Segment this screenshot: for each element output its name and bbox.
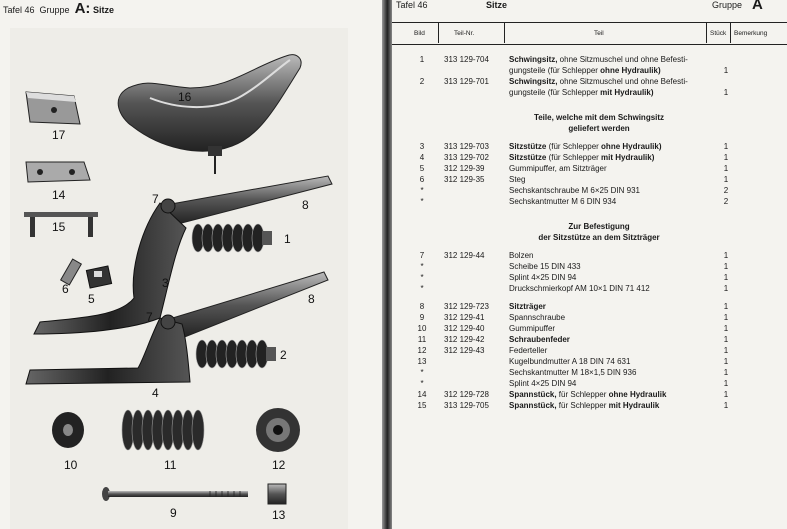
cell-bild: 11 bbox=[417, 335, 427, 344]
cell-teil-nr: 313 129-705 bbox=[444, 401, 489, 410]
cell-teil-bold: Schraubenfeder bbox=[509, 335, 570, 344]
cell-stueck: 1 bbox=[723, 66, 729, 75]
cell-teil bbox=[509, 389, 666, 400]
col-bild: Bild bbox=[414, 30, 425, 37]
cell-stueck: 1 bbox=[723, 346, 729, 355]
cell-stueck: 1 bbox=[723, 324, 729, 333]
cell-teil bbox=[509, 272, 576, 283]
figure-number: 6 bbox=[62, 282, 69, 296]
figure-number: 9 bbox=[170, 506, 177, 520]
table-row bbox=[392, 65, 787, 76]
cell-bild: * bbox=[420, 379, 424, 388]
plate-part-17 bbox=[26, 92, 80, 124]
table-row bbox=[392, 312, 787, 323]
cell-bild: 7 bbox=[419, 251, 425, 260]
cell-teil-text: Spannschraube bbox=[509, 313, 566, 322]
figure-number: 3 bbox=[162, 276, 169, 290]
figure-number: 4 bbox=[152, 386, 159, 400]
col-teil-nr: Teil-Nr. bbox=[454, 30, 475, 37]
section-heading bbox=[392, 232, 787, 243]
table-row bbox=[392, 152, 787, 163]
book-gutter bbox=[382, 0, 392, 529]
cell-teil bbox=[509, 345, 547, 356]
upper-assembly bbox=[34, 176, 332, 334]
cell-teil-text: gungsteile (für Schlepper bbox=[509, 66, 601, 75]
cell-teil bbox=[509, 261, 581, 272]
cell-teil-text: Steg bbox=[509, 175, 526, 184]
cell-teil-text: ohne Sitzmuschel und ohne Befesti- bbox=[557, 77, 688, 86]
table-row bbox=[392, 76, 787, 87]
cell-teil bbox=[509, 378, 576, 389]
cell-teil-nr: 312 129-40 bbox=[444, 324, 485, 333]
cell-bild: 6 bbox=[419, 175, 425, 184]
figure-number: 11 bbox=[164, 458, 177, 472]
cell-teil bbox=[509, 400, 659, 411]
cell-teil bbox=[509, 185, 640, 196]
cell-bild: 4 bbox=[419, 153, 425, 162]
figure-number: 1 bbox=[284, 232, 291, 246]
table-row bbox=[392, 261, 787, 272]
table-row bbox=[392, 272, 787, 283]
cell-stueck: 2 bbox=[723, 186, 729, 195]
cell-teil-text: Sechskantmutter M 18×1,5 DIN 936 bbox=[509, 368, 637, 377]
section-heading-text: Teile, welche mit dem Schwingsitz bbox=[533, 113, 665, 122]
table-row bbox=[392, 250, 787, 261]
cell-teil-nr: 313 129-703 bbox=[444, 142, 489, 151]
cell-teil-text: ohne Sitzmuschel und ohne Befesti- bbox=[557, 55, 688, 64]
cell-teil bbox=[509, 87, 654, 98]
table-row bbox=[392, 334, 787, 345]
figure-number: 5 bbox=[88, 292, 95, 306]
cell-teil bbox=[509, 323, 555, 334]
cell-teil-nr: 312 129-723 bbox=[444, 302, 489, 311]
figure-number: 8 bbox=[308, 292, 315, 306]
cell-teil bbox=[509, 334, 570, 345]
cell-teil bbox=[509, 250, 533, 261]
left-page bbox=[0, 0, 382, 529]
cell-teil-text: Gummipuffer bbox=[509, 324, 556, 333]
figure-number: 16 bbox=[178, 90, 192, 104]
cell-teil-text: Sechskantschraube M 6×25 DIN 931 bbox=[509, 186, 640, 195]
collar-nut-part bbox=[268, 484, 286, 504]
cell-stueck: 1 bbox=[723, 284, 729, 293]
tafel-label: Tafel 46 bbox=[396, 0, 428, 10]
cell-bild: * bbox=[420, 273, 424, 282]
gruppe-label: Gruppe bbox=[39, 5, 70, 15]
table-row bbox=[392, 389, 787, 400]
section-heading bbox=[392, 221, 787, 232]
table-row bbox=[392, 378, 787, 389]
cell-bild: * bbox=[420, 284, 424, 293]
left-page-header bbox=[3, 0, 114, 17]
cell-teil bbox=[509, 141, 662, 152]
figure-number: 7 bbox=[146, 310, 153, 324]
cell-teil-bold: Schwingsitz, bbox=[509, 77, 558, 86]
cell-teil bbox=[509, 356, 630, 367]
cell-bild: 12 bbox=[417, 346, 427, 355]
cell-teil-nr: 312 129-42 bbox=[444, 335, 485, 344]
figure-number: 2 bbox=[280, 348, 287, 362]
rubber-buffer-part bbox=[52, 412, 84, 448]
table-row bbox=[392, 356, 787, 367]
cell-teil-text: Splint 4×25 DIN 94 bbox=[509, 273, 577, 282]
cell-teil bbox=[509, 65, 661, 76]
table-row bbox=[392, 185, 787, 196]
cell-stueck: 1 bbox=[723, 88, 729, 97]
cell-teil-bold: Spannstück, bbox=[509, 390, 557, 399]
cell-teil-nr: 312 129-39 bbox=[444, 164, 485, 173]
table-row bbox=[392, 283, 787, 294]
cell-bild: * bbox=[420, 368, 424, 377]
left-page-title: Sitze bbox=[92, 5, 114, 15]
coil-spring-part bbox=[122, 410, 204, 450]
figure-number: 10 bbox=[64, 458, 78, 472]
cell-stueck: 1 bbox=[723, 368, 729, 377]
figure-number: 15 bbox=[52, 220, 66, 234]
cell-teil-text: Kugelbundmutter A 18 DIN 74 631 bbox=[509, 357, 631, 366]
col-teil: Teil bbox=[594, 30, 604, 37]
cell-bild: 3 bbox=[419, 142, 425, 151]
cell-teil-bold: Spannstück, bbox=[509, 401, 557, 410]
cell-teil-text: für Schlepper bbox=[556, 390, 609, 399]
table-row bbox=[392, 141, 787, 152]
section-heading-text: Zur Befestigung bbox=[568, 222, 630, 231]
table-row bbox=[392, 196, 787, 207]
cell-teil-nr: 312 129-41 bbox=[444, 313, 485, 322]
cell-teil-bold: mit Hydraulik bbox=[608, 401, 660, 410]
cell-bild: * bbox=[420, 262, 424, 271]
section-heading-text: geliefert werden bbox=[568, 124, 630, 133]
cell-teil-bold: Schwingsitz, bbox=[509, 55, 558, 64]
table-row bbox=[392, 54, 787, 65]
table-row bbox=[392, 323, 787, 334]
table-row bbox=[392, 345, 787, 356]
cell-bild: 9 bbox=[419, 313, 425, 322]
cell-stueck: 1 bbox=[723, 273, 729, 282]
cell-teil-text: (für Schlepper bbox=[546, 142, 602, 151]
cell-teil-text: (für Schlepper bbox=[546, 153, 602, 162]
figure-number: 12 bbox=[272, 458, 286, 472]
cell-teil bbox=[509, 76, 688, 87]
cell-teil bbox=[509, 283, 650, 294]
cell-bild: 10 bbox=[417, 324, 427, 333]
cell-stueck: 1 bbox=[723, 379, 729, 388]
cell-teil bbox=[509, 152, 654, 163]
cell-stueck: 1 bbox=[723, 142, 729, 151]
cell-stueck: 1 bbox=[723, 251, 729, 260]
cell-teil bbox=[509, 174, 525, 185]
figure-number: 8 bbox=[302, 198, 309, 212]
parts-illustration bbox=[10, 28, 348, 529]
right-page bbox=[392, 0, 787, 529]
table-row bbox=[392, 174, 787, 185]
plate-part-14 bbox=[26, 162, 90, 182]
figure-number: 13 bbox=[272, 508, 286, 522]
right-page-title: Sitze bbox=[486, 0, 508, 10]
cell-bild: 1 bbox=[419, 55, 425, 64]
cell-teil-nr: 313 129-701 bbox=[444, 77, 489, 86]
cell-bild: 2 bbox=[419, 77, 425, 86]
cell-teil-text: Bolzen bbox=[509, 251, 534, 260]
tension-bolt-part bbox=[102, 487, 248, 501]
cell-stueck: 1 bbox=[723, 401, 729, 410]
gruppe-letter: A bbox=[752, 0, 763, 13]
cell-bild: 15 bbox=[417, 401, 427, 410]
cell-stueck: 1 bbox=[723, 153, 729, 162]
cell-teil bbox=[509, 367, 636, 378]
section-heading bbox=[392, 123, 787, 134]
cell-teil-text: Splint 4×25 DIN 94 bbox=[509, 379, 577, 388]
cell-bild: 14 bbox=[417, 390, 427, 399]
cell-teil-text: Federteller bbox=[509, 346, 548, 355]
cell-teil-bold: ohne Hydraulik) bbox=[600, 66, 661, 75]
cell-teil-text: Druckschmierkopf AM 10×1 DIN 71 412 bbox=[509, 284, 650, 293]
figure-number: 7 bbox=[152, 192, 159, 206]
cell-stueck: 1 bbox=[723, 262, 729, 271]
table-row bbox=[392, 400, 787, 411]
cell-stueck: 1 bbox=[723, 313, 729, 322]
cell-teil bbox=[509, 163, 607, 174]
cell-teil-nr: 313 129-704 bbox=[444, 55, 489, 64]
cell-bild: 8 bbox=[419, 302, 425, 311]
parts-table bbox=[392, 54, 787, 411]
cell-stueck: 1 bbox=[723, 302, 729, 311]
cell-bild: 13 bbox=[417, 357, 427, 366]
cell-teil-bold: mit Hydraulik) bbox=[600, 88, 654, 97]
cell-teil-nr: 312 129-44 bbox=[444, 251, 485, 260]
cell-stueck: 1 bbox=[723, 357, 729, 366]
section-heading-text: der Sitzstütze an dem Sitzträger bbox=[538, 233, 660, 242]
tafel-label: Tafel 46 bbox=[3, 5, 35, 15]
section-heading bbox=[392, 112, 787, 123]
cell-teil-text: Scheibe 15 DIN 433 bbox=[509, 262, 581, 271]
cell-bild: * bbox=[420, 197, 424, 206]
cell-stueck: 1 bbox=[723, 390, 729, 399]
gruppe-label: Gruppe bbox=[712, 0, 743, 10]
table-row bbox=[392, 87, 787, 98]
cell-teil-text: Sechskantmutter M 6 DIN 934 bbox=[509, 197, 617, 206]
cell-teil-bold: Sitzstütze bbox=[509, 153, 547, 162]
cell-stueck: 1 bbox=[723, 164, 729, 173]
cell-stueck: 1 bbox=[723, 335, 729, 344]
cell-teil-text: Gummipuffer, am Sitzträger bbox=[509, 164, 607, 173]
table-row bbox=[392, 367, 787, 378]
cell-teil-bold: mit Hydraulik) bbox=[601, 153, 655, 162]
table-row bbox=[392, 301, 787, 312]
col-stueck: Stück bbox=[710, 30, 727, 37]
cell-teil-nr: 312 129-43 bbox=[444, 346, 485, 355]
table-header bbox=[392, 22, 787, 45]
figure-number: 17 bbox=[52, 128, 66, 142]
seat-shell-part bbox=[118, 55, 301, 174]
cell-bild: * bbox=[420, 186, 424, 195]
cell-teil-bold: ohne Hydraulik bbox=[608, 390, 667, 399]
figure-number: 14 bbox=[52, 188, 66, 202]
cell-teil bbox=[509, 54, 688, 65]
gruppe-letter: A: bbox=[74, 0, 91, 17]
cell-teil-nr: 312 129-728 bbox=[444, 390, 489, 399]
cell-teil-text: für Schlepper bbox=[556, 401, 609, 410]
cell-teil-text: gungsteile (für Schlepper bbox=[509, 88, 601, 97]
spring-plate-part bbox=[256, 408, 300, 452]
cell-stueck: 2 bbox=[723, 197, 729, 206]
table-row bbox=[392, 163, 787, 174]
cell-teil-bold: ohne Hydraulik) bbox=[601, 142, 662, 151]
cell-teil bbox=[509, 301, 546, 312]
cell-bild: 5 bbox=[419, 164, 425, 173]
col-bemerkung: Bemerkung bbox=[734, 30, 768, 37]
cell-stueck: 1 bbox=[723, 175, 729, 184]
cell-teil bbox=[509, 312, 565, 323]
cell-teil-bold: Sitzträger bbox=[509, 302, 546, 311]
cell-teil bbox=[509, 196, 616, 207]
cell-teil-nr: 312 129-35 bbox=[444, 175, 485, 184]
cell-teil-bold: Sitzstütze bbox=[509, 142, 547, 151]
cell-teil-nr: 313 129-702 bbox=[444, 153, 489, 162]
